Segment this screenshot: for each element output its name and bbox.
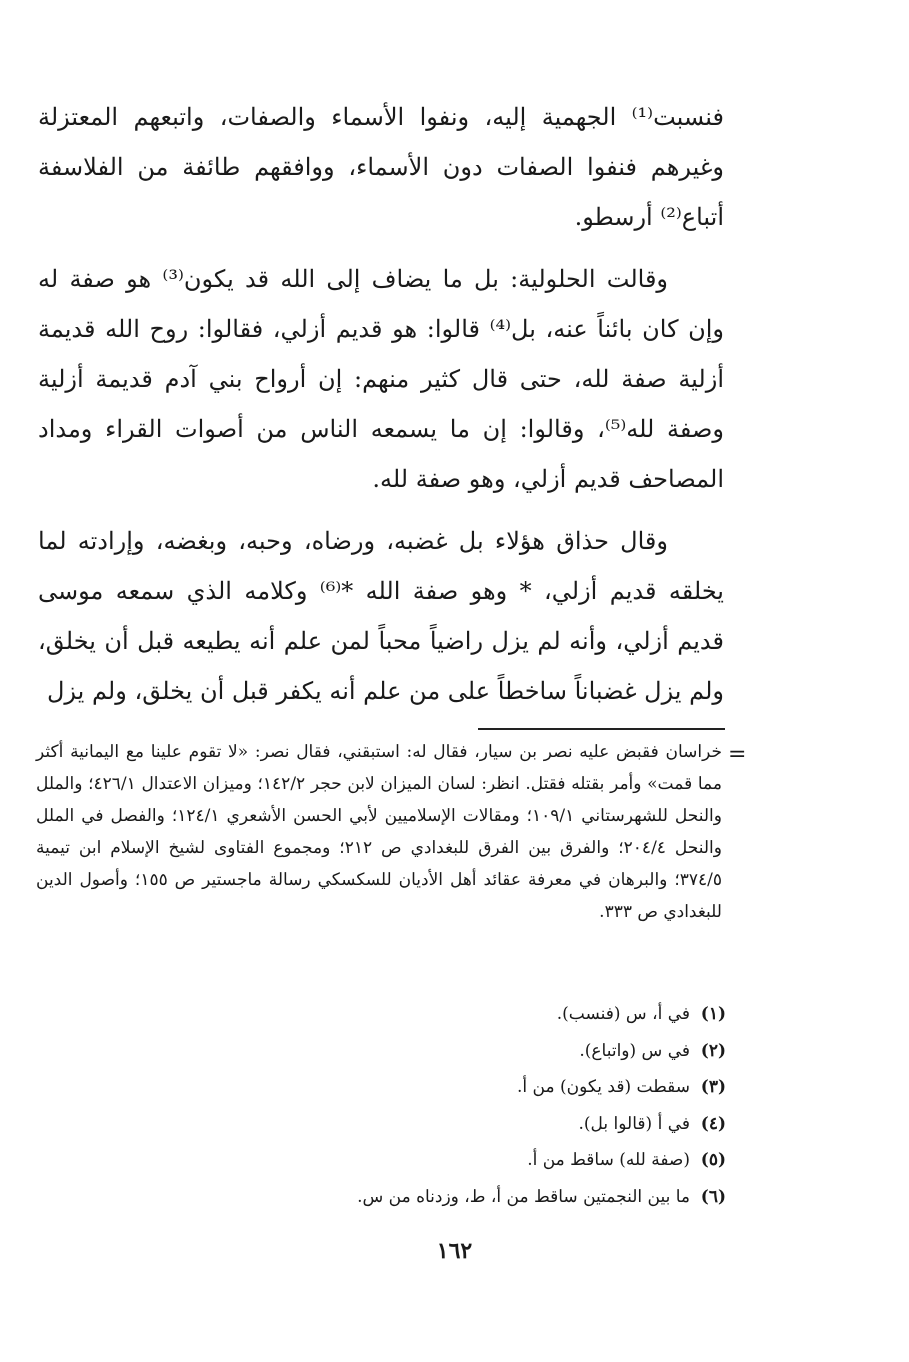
main-text (38, 92, 724, 728)
footnote-list (300, 996, 726, 1215)
paragraph: فنسبت⁽¹⁾ الجهمية إليه، ونفوا الأسماء والصفات، واتبعهم المعتزلة وغيرهم فنفوا الصفات دون الأسماء، ووافقهم طائفة من الفلاسفة أتباع⁽²⁾ أرسطو. (38, 103, 724, 231)
footnote-text: في أ، س (فنسب). (556, 1004, 690, 1024)
footnote-item (300, 996, 726, 1033)
footnote-text: في أ (قالوا بل). (578, 1113, 690, 1134)
footnote-continuation: خراسان فقبض عليه نصر بن سيار، فقال له: استبقني، فقال نصر: «لا تقوم علينا مع اليمانية أكثر مما قمت» وأمر بقتله فقتل. انظر: لسان الميزان لابن حجر ١٤٢/٢؛ وميزان الاعتدال ٤٢٦/١؛ والملل والنحل للشهرستاني ١٠٩/١؛ ومقالات الإسلاميين لأبي الحسن الأشعري ١٢٤/١؛ والفصل في الملل والنحل ٢٠٤/٤؛ والفرق بين الفرق للبغدادي ص ٢١٢؛ ومجموع الفتاوى لشيخ الإسلام ابن تيمية ٣٧٤/٥؛ والبرهان في معرفة عقائد أهل الأديان للسكسكي رسالة ماجستير ص ١٥٥؛ وأصول الدين للبغدادي ص ٣٣٣. (36, 742, 722, 922)
footnote-number: (٢) (700, 1040, 726, 1061)
footnote-number: (٥) (700, 1150, 726, 1170)
footnote-number: (٤) (700, 1113, 726, 1134)
footnote-item (300, 1033, 726, 1070)
footnote-text: (صفة لله) ساقط من أ. (527, 1150, 690, 1170)
footnote-item (300, 1069, 726, 1106)
footnote-text: سقطت (قد يكون) من أ. (517, 1077, 690, 1097)
footnote-item (300, 1179, 726, 1216)
paragraph: وقال حذاق هؤلاء بل غضبه، ورضاه، وحبه، وبغضه، وإرادته لما يخلقه قديم أزلي، * وهو صفة الله *⁽⁶⁾ وكلامه الذي سمعه موسى قديم أزلي، وأنه لم يزل راضياً محباً لمن علم أنه يطيعه قبل أن يخلق، ولم يزل غضباناً ساخطاً على من علم أنه يكفر قبل أن يخلق، ولم يزل (38, 527, 724, 705)
page-number: ١٦٢ (436, 1238, 473, 1264)
footnote-separator (478, 728, 725, 730)
footnote-continuation-marker: = (728, 742, 747, 767)
footnote-item (300, 1142, 726, 1179)
footnote-number: (٦) (700, 1186, 726, 1207)
paragraph: وقالت الحلولية: بل ما يضاف إلى الله قد يكون⁽³⁾ هو صفة له وإن كان بائناً عنه، بل⁽⁴⁾ قالوا: هو قديم أزلي، فقالوا: روح الله قديمة أزلية صفة لله، حتى قال كثير منهم: إن أرواح بني آدم قديمة أزلية وصفة لله⁽⁵⁾، وقالوا: إن ما يسمعه الناس من أصوات القراء ومداد المصاحف قديم أزلي، وهو صفة لله. (38, 265, 725, 493)
footnote-text: ما بين النجمتين ساقط من أ، ط، وزدناه من س. (357, 1186, 690, 1207)
footnote-item (300, 1106, 726, 1143)
footnote-number: (٣) (700, 1077, 726, 1097)
footnote-number: (١) (700, 1004, 726, 1024)
footnote-text: في س (واتباع). (579, 1040, 690, 1061)
